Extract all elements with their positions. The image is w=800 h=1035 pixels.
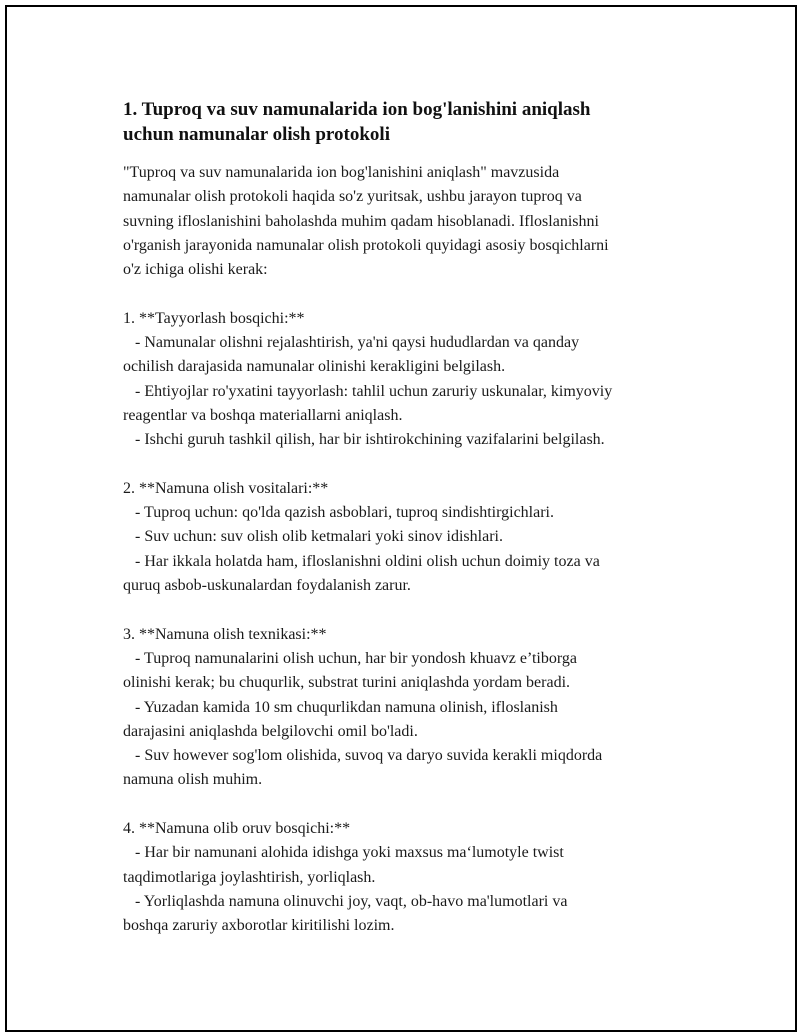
section-1 [123,307,693,453]
section-heading: 2. **Namuna olish vositalari:** [123,479,329,497]
section-heading: 1. **Tayyorlash bosqichi:** [123,309,305,327]
document-body [123,97,693,939]
list-item: - Tuproq namunalarini olish uchun, har bir yondosh khuavz e’tiborga olinishi kerak; bu chuqurlik, substrat turini aniqlashda yordam beradi. [123,649,578,692]
section-2 [123,477,693,598]
list-item: - Har ikkala holatda ham, ifloslanishni oldini olish uchun doimiy toza va quruq asbob-uskunalardan foydalanish zarur. [123,552,600,595]
list-item: - Yuzadan kamida 10 sm chuqurlikdan namuna olinish, ifloslanish darajasini aniqlashda belgilovchi omil bo'ladi. [123,698,558,740]
intro-paragraph: "Tuproq va suv namunalarida ion bog'lanishini aniqlash" mavzusida namunalar olish protokoli haqida so'z yuritsak, ushbu jarayon tuproq va suvning ifloslanishini baholashda muhim qadam hisoblanadi. Ifloslanishni o'rganish jarayonida namunalar olish protokoli quyidagi asosiy bosqichlarni o'z ichiga olishi kerak: [123,164,609,279]
list-item: - Namunalar olishni rejalashtirish, ya'ni qaysi hududlardan va qanday ochilish darajasida namunalar olinishi kerakligini belgilash. [123,334,580,376]
list-item: - Suv uchun: suv olish olib ketmalari yoki sinov idishlari. [123,528,503,546]
section-heading: 4. **Namuna olib oruv bosqichi:** [123,820,351,838]
list-item: - Suv however sog'lom olishida, suvoq va daryo suvida kerakli miqdorda namuna olish muhim. [123,747,603,789]
spacer [123,282,693,306]
section-heading: 3. **Namuna olish texnikasi:** [123,625,327,643]
list-item: - Ishchi guruh tashkil qilish, har bir ishtirokchining vazifalarini belgilash. [123,431,605,449]
page-frame [5,5,797,1032]
section-4 [123,817,693,938]
list-item: - Har bir namunani alohida idishga yoki maxsus ma‘lumotyle twist taqdimotlariga joylashtirish, yorliqlash. [123,844,564,886]
spacer [123,793,693,817]
list-item: - Tuproq uchun: qo'lda qazish asboblari, tuproq sindishtirgichlari. [123,504,554,522]
list-item: - Ehtiyojlar ro'yxatini tayyorlash: tahlil uchun zaruriy uskunalar, kimyoviy reagentlar va boshqa materiallarni aniqlash. [123,382,613,424]
spacer [123,598,693,622]
section-3 [123,623,693,793]
spacer [123,453,693,477]
list-item: - Yorliqlashda namuna olinuvchi joy, vaqt, ob-havo ma'lumotlari va boshqa zaruriy axborotlar kiritilishi lozim. [123,892,568,935]
document-title: 1. Tuproq va suv namunalarida ion bog'lanishini aniqlash uchun namunalar olish protokoli [123,99,591,145]
